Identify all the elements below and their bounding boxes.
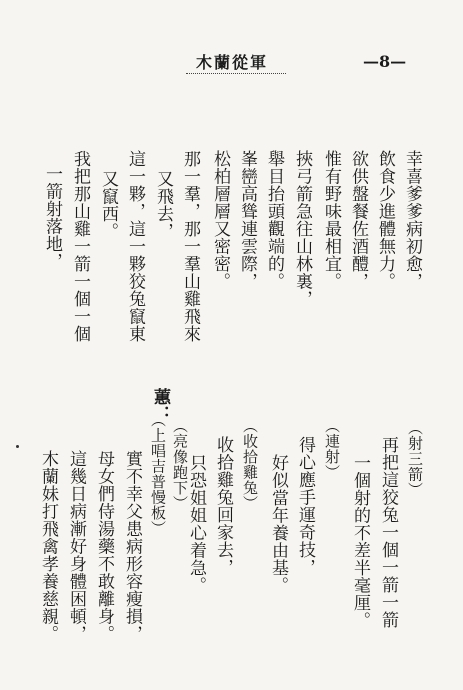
running-header-title: 木蘭從軍 <box>196 53 269 72</box>
upper-column-12: 又竄西。 <box>98 170 118 240</box>
stray-ink-mark <box>16 445 19 448</box>
lower-stage-direction-10: （亮像跑下） <box>171 418 189 511</box>
upper-column-7: 峯巒高聳連雲際， <box>237 150 257 290</box>
lower-column-14: 母女們侍湯藥不敢離身。 <box>94 450 114 643</box>
lower-speaker-label: 蕙： <box>150 388 170 423</box>
lower-column-8: 收拾雞兔回家去， <box>213 436 233 576</box>
lower-column-5: 得心應手運奇技， <box>295 436 315 576</box>
upper-column-6: 舉目抬頭觀端的。 <box>264 150 284 290</box>
lower-column-3: 一個射的不差半毫厘。 <box>350 454 370 629</box>
lower-stage-direction-7: （收拾雞兔） <box>241 418 259 511</box>
upper-column-13: 我把那山雞一箭一個一個 <box>70 150 90 343</box>
lower-column-15: 這幾日病漸好身體困頓， <box>66 450 86 643</box>
lower-column-13: 實不幸父患病形容瘦損， <box>122 450 142 643</box>
lower-stage-direction-11: （上唱吉普慢板） <box>149 412 167 536</box>
header-underline <box>186 73 286 74</box>
lower-column-2: 再把這狡兔一個一箭一箭 <box>378 436 398 629</box>
upper-column-2: 飲食少進體無力。 <box>375 150 395 290</box>
page-number: —8— <box>363 52 407 71</box>
upper-column-5: 挾弓箭急往山林裏， <box>292 150 312 308</box>
upper-column-14: 一箭射落地， <box>42 165 62 270</box>
upper-column-3: 欲供盤餐佐酒醴， <box>348 150 368 290</box>
lower-column-16: 木蘭妹打飛禽孝養慈親。 <box>38 450 58 643</box>
lower-column-9: 只恐姐姐心着急。 <box>186 454 206 594</box>
upper-column-9: 那一羣，那一羣山雞飛來 <box>180 150 200 343</box>
upper-column-10: 又飛去， <box>153 170 173 240</box>
upper-column-4: 惟有野味最相宜。 <box>321 150 341 290</box>
lower-stage-direction-1: （射三箭） <box>406 420 424 498</box>
lower-stage-direction-4: （連射） <box>323 418 341 480</box>
upper-column-1: 幸喜爹爹病初愈， <box>402 150 422 290</box>
lower-column-6: 好似當年養由基。 <box>268 454 288 594</box>
upper-column-11: 這一夥，這一夥狡兔竄東 <box>125 150 145 343</box>
upper-column-8: 松柏層層又密密。 <box>210 150 230 290</box>
